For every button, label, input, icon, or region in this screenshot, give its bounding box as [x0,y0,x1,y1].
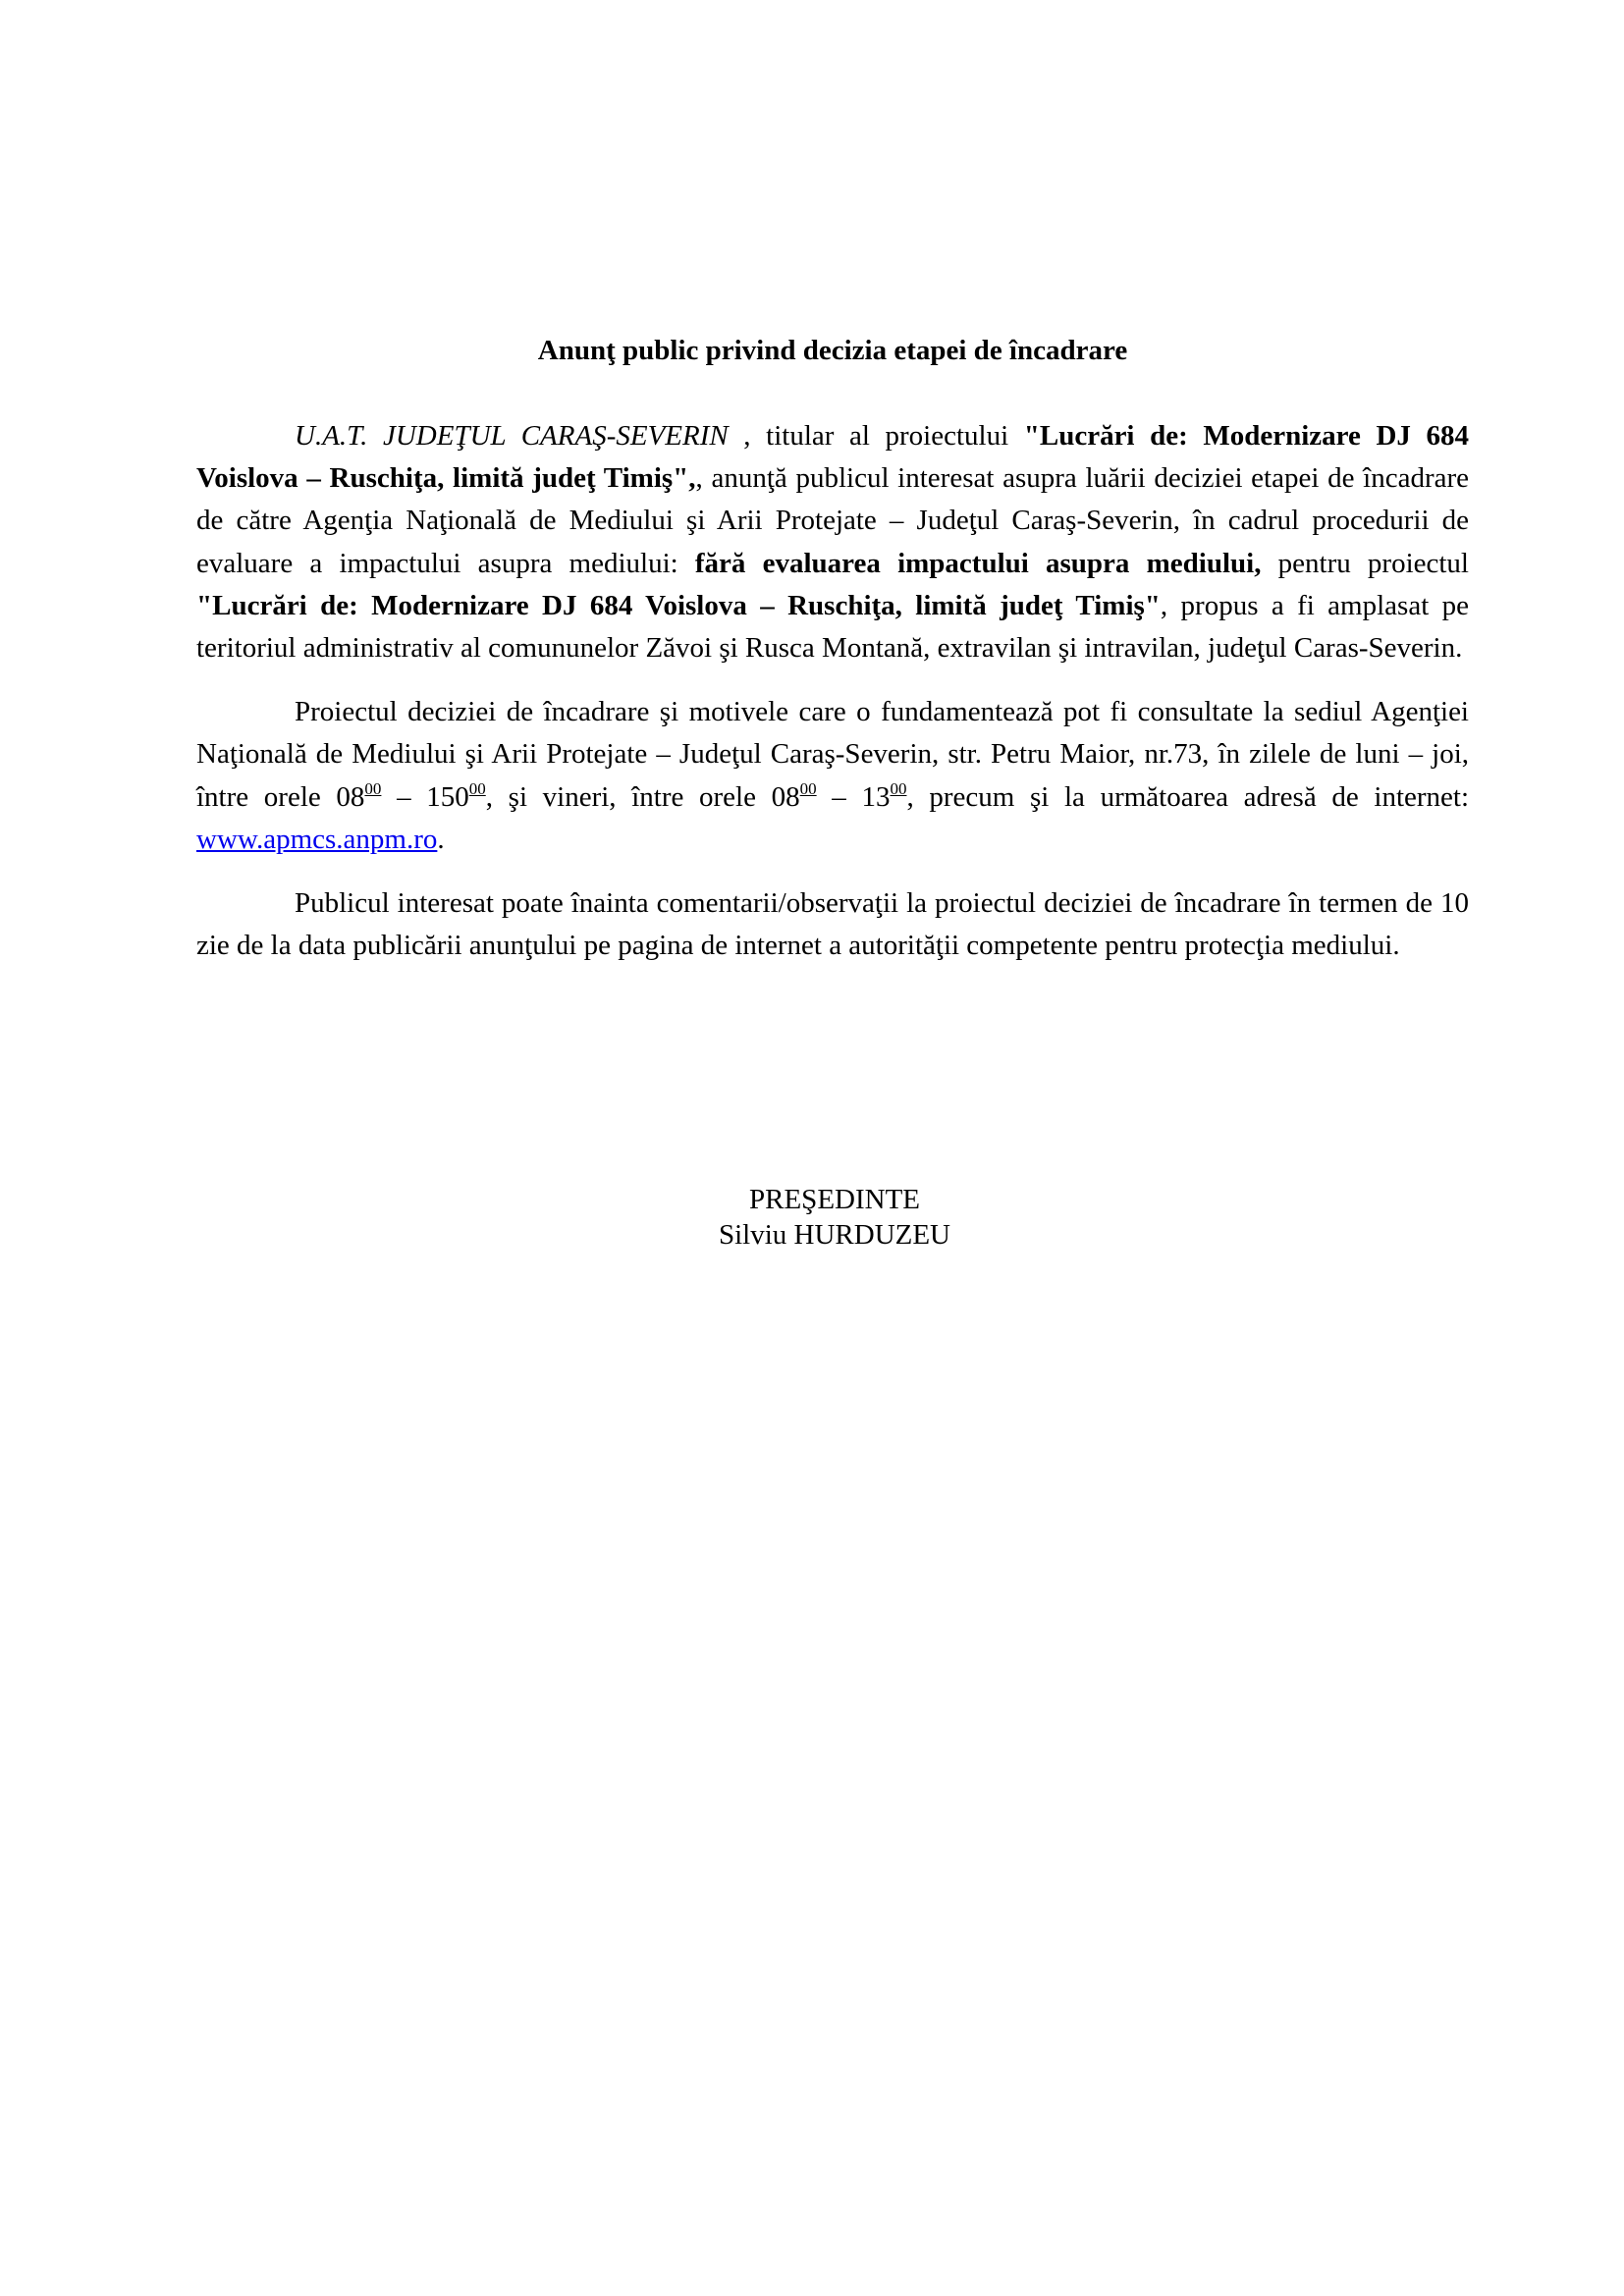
signature-role: PREŞEDINTE [749,1184,920,1215]
document-body [196,330,1469,988]
project-name: "Lucrări de: Modernizare DJ 684 Voislova – Ruschiţa, limită judeţ Timiş" [196,589,1161,621]
website-link[interactable]: www.apmcs.anpm.ro [196,823,438,855]
paragraph-text: , anunţă publicul interesat asupra luării deciziei etapei de încadrare de către Agenţia Naţională de Mediului şi Arii Protejate – Judeţul Caraş-Severin, în cadrul procedurii de evaluare a impactului asupra mediului: [196,462,1469,579]
paragraph-text: pentru proiectul [1261,547,1469,579]
paragraph-text: , şi vineri, între orele 08 [485,780,800,813]
project-name: "Lucrări de: Modernizare DJ 684 Voislova – Ruschiţa, limită judeţ Timiş", [196,420,1469,495]
paragraph-text: Proiectul deciziei de încadrare şi motivele care o fundamentează pot fi consultate la sediul Agenţiei Naţională de Mediului şi Arii Protejate – Judeţul Caraş-Severin, str. Petru Maior, nr.73, în zilele de luni – joi, între orele 08 [196,696,1469,813]
time-superscript: 00 [364,778,382,798]
time-superscript: 00 [890,778,907,798]
paragraph-text: – 13 [816,780,891,813]
paragraph-text: , precum şi la următoarea adresă de internet: [906,780,1470,813]
consultation-paragraph [196,691,1469,861]
paragraph-text: – 150 [381,780,469,813]
document-title: Anunţ public privind decizia etapei de încadrare [537,335,1128,366]
paragraph-text: , propus a fi amplasat pe teritoriul administrativ al comununelor Zăvoi şi Rusca Montană, extravilan şi intravilan, judeţul Caras-Severin. [196,589,1469,665]
paragraph-text: , titular al proiectului [728,420,1024,452]
paragraph-text: . [437,823,445,855]
signature-name: Silviu HURDUZEU [718,1219,951,1251]
announcement-paragraph [196,415,1469,669]
time-superscript: 00 [468,778,486,798]
decision-text: fără evaluarea impactului asupra mediului, [694,547,1262,579]
signature-block [589,1182,1080,1253]
time-superscript: 00 [799,778,817,798]
titular-name: U.A.T. JUDEŢUL CARAŞ-SEVERIN [295,420,729,452]
comments-paragraph: Publicul interesat poate înainta comentarii/observaţii la proiectul deciziei de încadrare în termen de 10 zie de la data publicării anunţului pe pagina de internet a autorităţii competente pentru protecţia mediului. [196,887,1469,962]
